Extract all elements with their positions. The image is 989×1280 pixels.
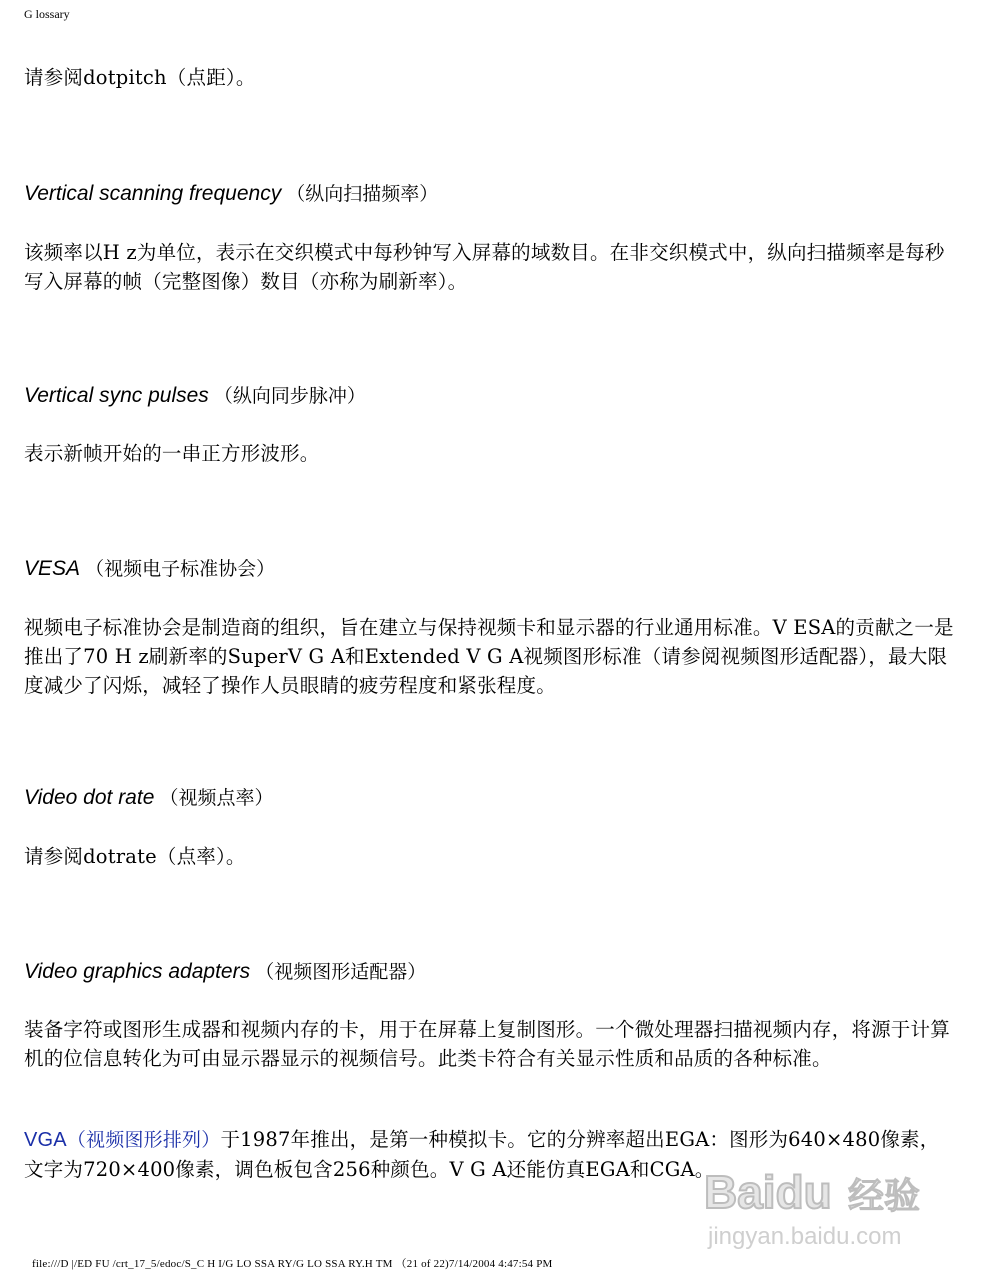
- watermark-url: jingyan.baidu.com: [708, 1223, 902, 1250]
- watermark-brand-cn: 经验: [848, 1176, 921, 1217]
- entry-vesa: [24, 554, 954, 583]
- term-video-dot-rate: Video dot rate: [24, 786, 155, 809]
- term-cn-video-dot-rate: （视频点率）: [159, 787, 274, 809]
- definition-vertical-scanning-frequency: [24, 238, 954, 296]
- watermark-brand: Baidu: [704, 1166, 832, 1218]
- definition-text: 该频率以H z为单位，表示在交织模式中每秒钟写入屏幕的域数目。在非交织模式中，纵向扫描频率是每秒写入屏幕的帧（完整图像）数目（亦称为刷新率）。: [24, 241, 945, 293]
- term-cn-vertical-sync-pulses: （纵向同步脉冲）: [213, 385, 366, 407]
- entry-video-graphics-adapters: [24, 957, 954, 986]
- term-cn-vesa: （视频电子标准协会）: [85, 558, 276, 580]
- term-vertical-sync-pulses: Vertical sync pulses: [24, 384, 209, 407]
- term-cn-vertical-scanning-frequency: （纵向扫描频率）: [286, 183, 439, 205]
- term-video-graphics-adapters: Video graphics adapters: [24, 960, 251, 983]
- entry-vertical-scanning-frequency: [24, 179, 954, 208]
- entry-video-dot-rate: [24, 783, 954, 812]
- baidu-jingyan-watermark: [700, 1158, 960, 1268]
- vga-link[interactable]: VGA: [24, 1129, 67, 1151]
- definition-text: 视频电子标准协会是制造商的组织，旨在建立与保持视频卡和显示器的行业通用标准。V ESA的贡献之一是推出了70 H z刷新率的SuperV G A和Extended V G A视频图形标准（请参阅视频图形适配器），最大限度减少了闪烁，减轻了操作人员眼睛的疲劳程度和紧张程度。: [24, 616, 954, 697]
- vga-definition-text: 于1987年推出，是第一种模拟卡。它的分辨率超出EGA：图形为640×480像素，文字为720×400像素，调色板包含256种颜色。V G A还能仿真EGA和CGA。: [24, 1128, 940, 1181]
- definition-video-dot-rate: [24, 842, 954, 871]
- entry-dot-pitch-ref: [24, 63, 954, 92]
- term-cn-video-graphics-adapters: （视频图形适配器）: [255, 961, 427, 983]
- definition-text: 请参阅dotrate（点率）。: [24, 845, 246, 868]
- vga-link-cn[interactable]: （视频图形排列）: [66, 1129, 221, 1151]
- definition-text: 表示新帧开始的一串正方形波形。: [24, 442, 320, 465]
- dot-pitch-ref-text: 请参阅dotpitch（点距）。: [24, 66, 256, 89]
- page-footer-path: file:///D |/ED FU /crt_17_5/edoc/S_C H I/G LO SSA RY/G LO SSA RY.H TM （21 of 22)7/14/2004 4:47:54 PM: [32, 1258, 553, 1270]
- term-vesa: VESA: [24, 557, 81, 580]
- definition-vertical-sync-pulses: [24, 439, 954, 468]
- definition-vesa: [24, 613, 954, 700]
- definition-text: 装备字符或图形生成器和视频内存的卡，用于在屏幕上复制图形。一个微处理器扫描视频内存，将源于计算机的位信息转化为可由显示器显示的视频信号。此类卡符合有关显示性质和品质的各种标准。: [24, 1018, 950, 1070]
- page-header-title: G lossary: [24, 7, 70, 21]
- term-vertical-scanning-frequency: Vertical scanning frequency: [24, 182, 282, 205]
- definition-video-graphics-adapters: [24, 1015, 954, 1073]
- entry-vertical-sync-pulses: [24, 381, 954, 410]
